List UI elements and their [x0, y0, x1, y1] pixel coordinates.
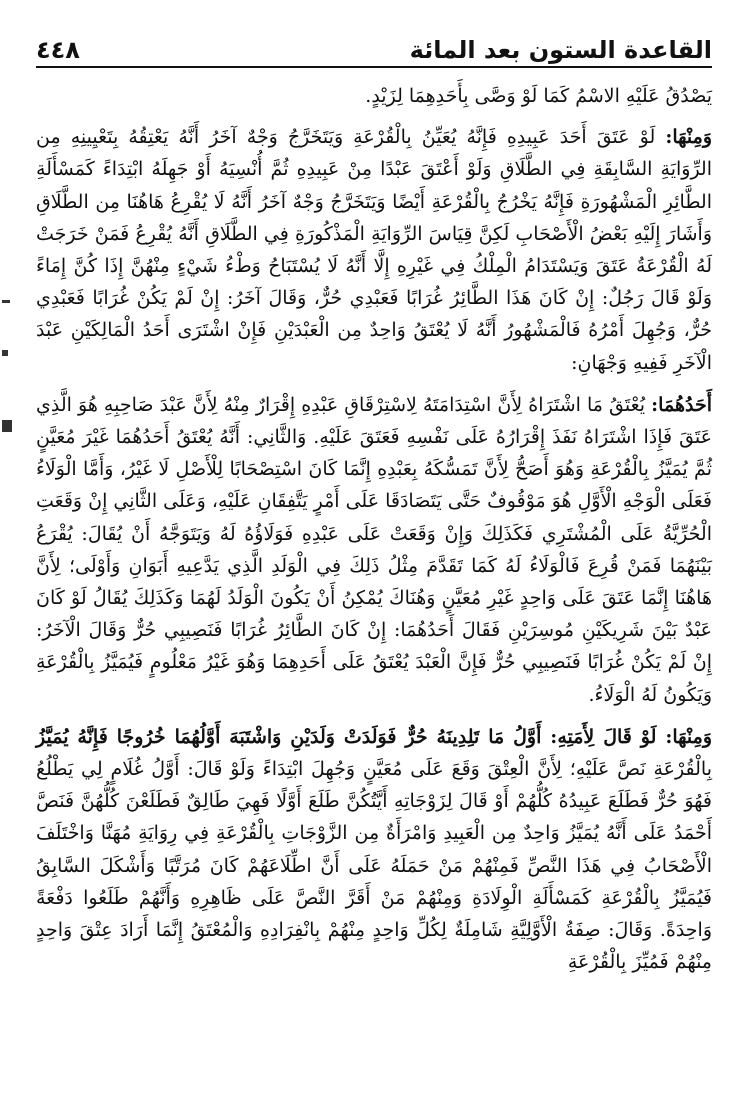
- paragraph-text: لَوْ عَتَقَ أَحَدَ عَبِيدِهِ فَإِنَّهُ يُعَيِّنُ بِالْقُرْعَةِ وَيَتَخَرَّجُ وَجْهٌ آخَرُ أَنَّهُ يَعْتِقُهُ بِتَعْيِينِهِ مِن الرِّوَايَةِ السَّابِقَةِ فِي الطَّلَاقِ وَلَوْ أَعْتَقَ عَبْدًا مِنْ عَبِيدِهِ ثُمَّ أُنْسِيَهُ أَوْ جَهِلَهُ ابْتِدَاءً كَمَسْأَلَةِ الطَّائِرِ الْمَشْهُورَةِ فَإِنَّهُ يَخْرُجُ بِالْقُرْعَةِ أَيْضًا وَيَتَخَرَّجُ وَجْهٌ آخَرُ أَنَّهُ لَا يُقْرِعُ هَاهُنَا مِن الطَّلَاقِ وَأَشَارَ إِلَيْهِ بَعْضُ الْأَصْحَابِ لَكِنَّ قِيَاسَ الرِّوَايَةِ الْمَذْكُورَةِ فِي الطَّلَاقِ أَنَّهُ يُقْرِعُ فَمَنْ خَرَجَتْ لَهُ الْقُرْعَةُ عَتَقَ وَيَسْتَدَامُ الْمِلْكُ فِي غَيْرِهِ إِلَّا أَنَّهُ لَا يُسْتَبَاحُ وَطْءُ شَيْءٍ مِنْهُنَّ إِذَا كُنَّ إِمَاءً وَلَوْ قَالَ رَجُلٌ: إِنْ كَانَ هَذَا الطَّائِرُ غُرَابًا فَعَبْدِي حُرٌّ، وَقَالَ آخَرُ: إِنْ لَمْ يَكُنْ غُرَابًا فَعَبْدِي حُرٌّ، وَجُهِلَ أَمْرُهُ فَالْمَشْهُورُ أَنَّهُ لَا يُعْتَقُ وَاحِدٌ مِن الْعَبْدَيْنِ فَإِنْ اشْتَرَى أَحَدُ الْمَالِكَيْنِ عَبْدَ الْآخَرِ فَفِيهِ وَجْهَانِ:: [36, 126, 712, 374]
- paragraph-lead: وَمِنْهَا: لَوْ قَالَ لِأَمَتِهِ: أَوَّلُ مَا تَلِدِينَهُ حُرٌّ فَوَلَدَتْ وَلَدَيْنِ وَاشْتَبَهَ أَوَّلُهُمَا خُرُوجًا فَإِنَّهُ يُمَيَّزُ: [36, 725, 712, 748]
- page-number: ٤٤٨: [36, 36, 80, 64]
- running-title: القاعدة الستون بعد المائة: [409, 36, 712, 64]
- edge-mark: [2, 350, 8, 356]
- paragraph-lead: وَمِنْهَا:: [665, 126, 712, 149]
- page-header: [36, 28, 712, 68]
- scan-edge-marks: [0, 270, 14, 470]
- paragraph-freeing-slave: [36, 121, 712, 379]
- edge-mark: [2, 300, 10, 303]
- paragraph-lead: أَحَدُهُمَا:: [651, 393, 712, 416]
- paragraph-text: يُعْتَقُ مَا اشْتَرَاهُ لِأَنَّ اسْتِدَامَتَهُ لِاسْتِرْقَاقِ عَبْدِهِ إِقْرَارٌ مِنْهُ لِأَنَّ عَبْدَ صَاحِبِهِ هُوَ الَّذِي عَتَقَ فَإِذَا اشْتَرَاهُ نَفَذَ إِقْرَارُهُ عَلَى نَفْسِهِ فَعَتَقَ عَلَيْهِ. وَالثَّانِي: أَنَّهُ يُعْتَقُ أَحَدُهُمَا غَيْرَ مُعَيَّنٍ ثُمَّ يُمَيَّزُ بِالْقُرْعَةِ وَهُوَ أَصَحُّ لِأَنَّ تَمَسُّكَهُ بِعَبْدِهِ إِنَّمَا كَانَ اسْتِصْحَابًا لِلْأَصْلِ لَا غَيْرُ، وَأَمَّا الْوَلَاءُ فَعَلَى الْوَجْهِ الْأَوَّلِ هُوَ مَوْقُوفٌ حَتَّى يَتَصَادَقَا عَلَى أَمْرٍ يَتَّفِقَانِ عَلَيْهِ، وَعَلَى الثَّانِي إِنْ وَقَعَتِ الْحُرِّيَّةُ عَلَى الْمُشْتَرِي فَكَذَلِكَ وَإِنْ وَقَعَتْ عَلَى عَبْدِهِ فَوَلَاؤُهُ لَهُ وَيَتَوَجَّهُ أَنْ يُقَالَ: يُقْرَعُ بَيْنَهُمَا فَمَنْ قُرِعَ فَالْوَلَاءُ لَهُ كَمَا تَقَدَّمَ مِثْلُ ذَلِكَ فِي الْوَلَدِ الَّذِي يَدَّعِيهِ أَبَوَانِ وَأَوْلَى؛ لِأَنَّ هَاهُنَا إِنَّمَا عَتَقَ عَلَى وَاحِدٍ غَيْرِ مُعَيَّنٍ وَهُنَاكَ يُمْكِنُ أَنْ يَكُونَ الْوَلَدُ لَهُمَا وَكَذَلِكَ يُقَالُ لَوْ كَانَ عَبْدٌ بَيْنَ شَرِيكَيْنِ مُوسِرَيْنِ فَقَالَ أَحَدُهُمَا: إِنْ كَانَ الطَّائِرُ غُرَابًا فَنَصِيبِي حُرٌّ وَقَالَ الْآخَرُ: إِنْ لَمْ يَكُنْ غُرَابًا فَنَصِيبِي حُرٌّ فَإِنَّ الْعَبْدَ يُعْتَقُ عَلَى أَحَدِهِمَا وَهُوَ غَيْرُ مَعْلُومٍ فَيُمَيَّزُ بِالْقُرْعَةِ وَيَكُونُ لَهُ الْوَلَاءُ.: [36, 393, 712, 706]
- paragraph-continuation: [36, 80, 712, 112]
- paragraph-text: يَصْدُقُ عَلَيْهِ الاسْمُ كَمَا لَوْ وَصَّى بِأَحَدِهِمَا لِزَيْدٍ.: [365, 85, 712, 107]
- paragraph-first-opinion: [36, 389, 712, 711]
- paragraph-text: بِالْقُرْعَةِ نَصَّ عَلَيْهِ؛ لِأَنَّ الْعِتْقَ وَقَعَ عَلَى مُعَيَّنٍ وَجُهِلَ ابْتِدَاءً وَلَوْ قَالَ: أَوَّلُ غُلَامٍ لِي يَطْلُعُ فَهُوَ حُرٌّ فَطَلَعَ عَبِيدُهُ كُلُّهُمْ أَوْ قَالَ لِزَوْجَاتِهِ أَيَّتُكُنَّ طَلَعَ أَوَّلًا فَهِيَ طَالِقٌ فَطَلَعْنَ كُلُّهُنَّ فَنَصَّ أَحْمَدُ عَلَى أَنَّهُ يُمَيَّزُ وَاحِدٌ مِن الْعَبِيدِ وَامْرَأَةٌ مِن الزَّوْجَاتِ بِالْقُرْعَةِ فِي رِوَايَةِ مُهَنَّا وَاخْتَلَفَ الْأَصْحَابُ فِي هَذَا النَّصِّ فَمِنْهُمْ مَنْ حَمَلَهُ عَلَى أَنَّ اطِّلَاعَهُمْ كَانَ مُرَتَّبًا وَأَشْكَلَ السَّابِقُ فَيُمَيَّزُ بِالْقُرْعَةِ كَمَسْأَلَةِ الْوِلَادَةِ وَمِنْهُمْ مَنْ أَقَرَّ النَّصَّ عَلَى ظَاهِرِهِ وَأَنَّهُمْ طَلَعُوا دَفْعَةً وَاحِدَةً. وَقَالَ: صِفَةُ الْأَوَّلِيَّةِ شَامِلَةٌ لِكُلِّ وَاحِدٍ مِنْهُمْ بِانْفِرَادِهِ وَالْمُعْتَقُ إِنَّمَا أَرَادَ عِتْقَ وَاحِدٍ مِنْهُمْ فَمُيِّزَ بِالْقُرْعَةِ: [36, 758, 712, 974]
- paragraph-first-born: [36, 721, 712, 979]
- body-text: [36, 80, 712, 988]
- edge-mark: [2, 420, 12, 432]
